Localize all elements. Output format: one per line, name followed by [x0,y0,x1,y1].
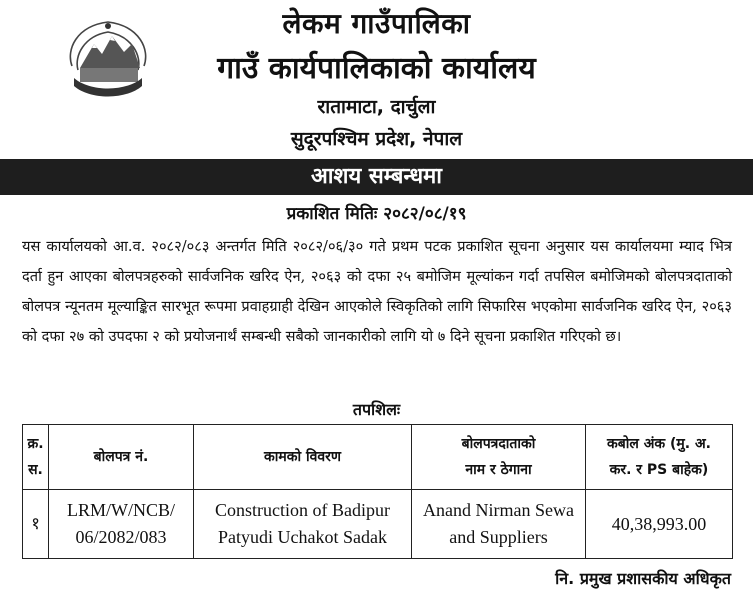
office-address: रातामाटा, दार्चुला [317,96,436,118]
tender-table [22,424,733,559]
cell-bidder: Anand Nirman Sewa and Suppliers [412,490,586,559]
signatory: नि. प्रमुख प्रशासकीय अधिकृत [555,569,731,588]
table-row [23,490,733,559]
header-work-description: कामको विवरण [194,425,412,490]
header-serial: क्र. स. [23,425,49,490]
details-title: तपशिलः [352,400,401,419]
header-bidder: बोलपत्रदाताको नाम र ठेगाना [412,425,586,490]
cell-bid-number: LRM/W/NCB/ 06/2082/083 [49,490,194,559]
province-country: सुदूरपश्चिम प्रदेश, नेपाल [290,128,463,150]
notice-body: यस कार्यालयको आ.व. २०८२/०८३ अन्तर्गत मिति २०८२/०६/३० गते प्रथम पटक प्रकाशित सूचना अनुसार यस कार्यालयमा म्याद भित्र दर्ता हुन आएका बोलपत्रहरुको सार्वजनिक खरिद ऐन, २०६३ को दफा २५ बमोजिम मूल्यांकन गर्दा तपसिल बमोजिमको बोलपत्रदाताको बोलपत्र न्यूनतम मूल्याङ्कित सारभूत रूपमा प्रवाहग्राही देखिन आएकोले स्विकृतिको लागि सिफारिस भएकोमा सार्वजनिक खरिद ऐन, २०६३ को दफा २७ को उपदफा २ को प्रयोजनार्थं सम्बन्धी सबैको जानकारीको लागि यो ७ दिने सूचना प्रकाशित गरिएको छ। [22,238,732,345]
notice-title-band [0,159,753,195]
cell-work-description: Construction of Badipur Patyudi Uchakot Sadak [194,490,412,559]
table-header-row [23,425,733,490]
published-date: प्रकाशित मितिः २०८२/०८/१९ [286,204,467,224]
cell-amount: 40,38,993.00 [586,490,733,559]
header-amount: कबोल अंक (मु. अ. कर. र PS बाहेक) [586,425,733,490]
header-bid-number: बोलपत्र नं. [49,425,194,490]
office-name: गाउँ कार्यपालिकाको कार्यालय [217,51,536,86]
notice-title: आशय सम्बन्धमा [311,164,442,189]
cell-serial: १ [23,490,49,559]
municipality-name: लेकम गाउँपालिका [282,7,471,40]
